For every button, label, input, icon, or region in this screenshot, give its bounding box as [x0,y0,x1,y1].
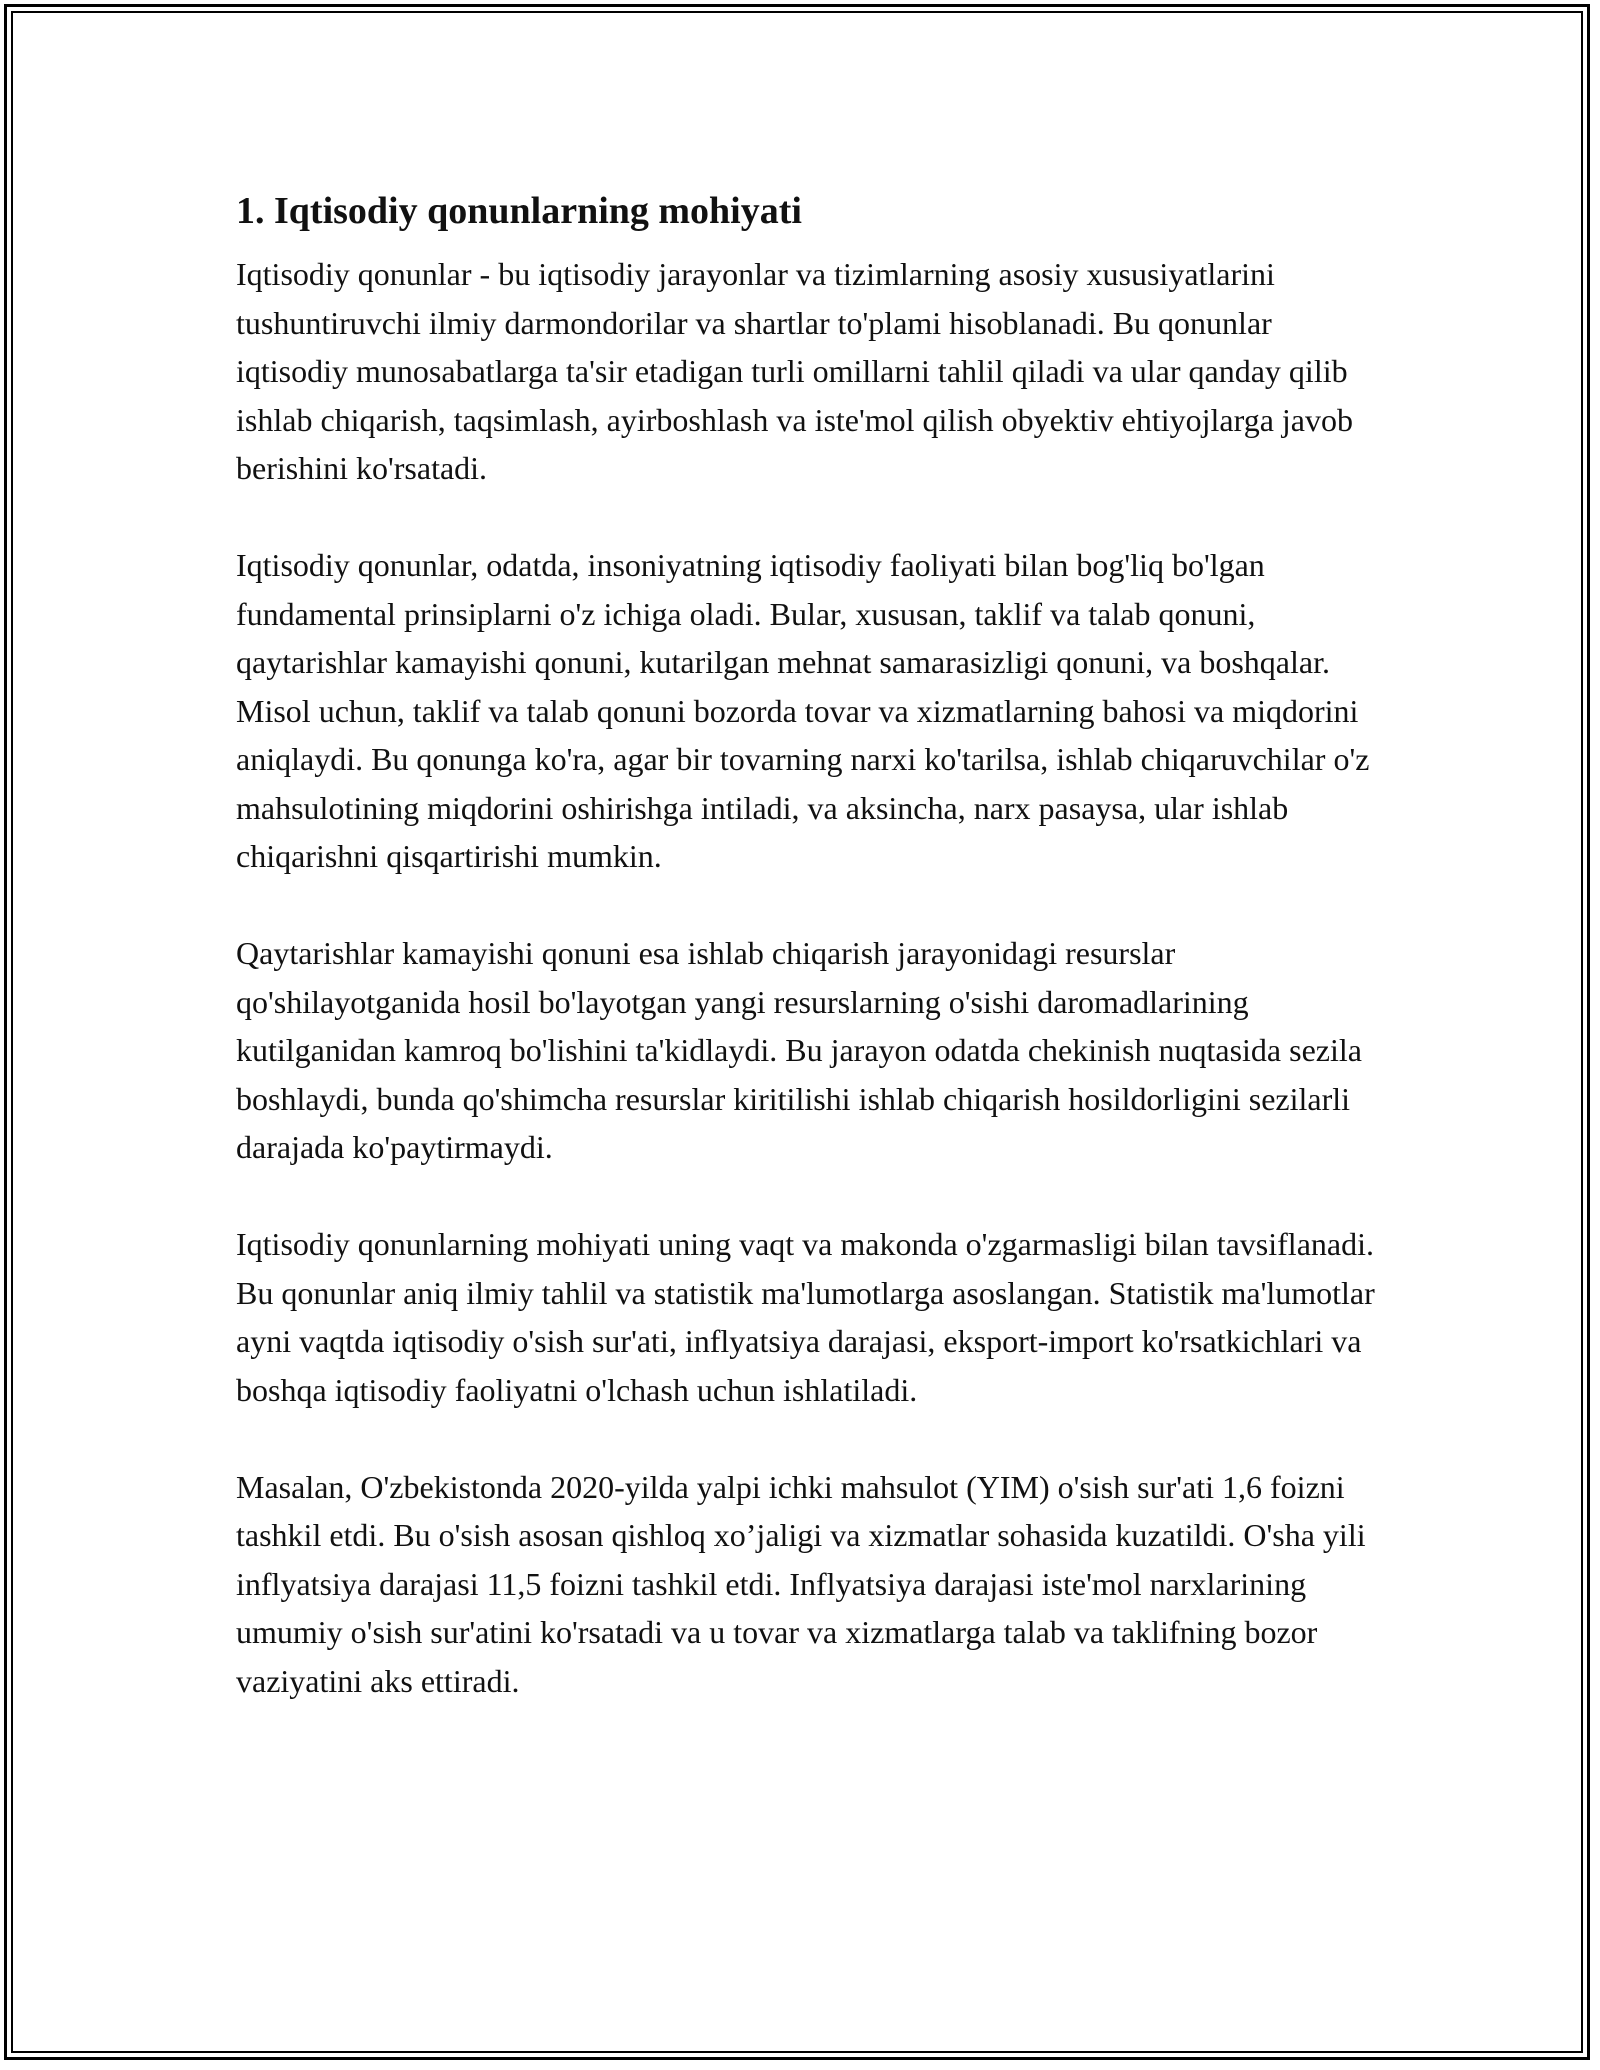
paragraph-2: Iqtisodiy qonunlar, odatda, insoniyatning iqtisodiy faoliyati bilan bog'liq bo'lgan fundamental prinsiplarni o'z ichiga oladi. Bular, xususan, taklif va talab qonuni, qaytarishlar kamayishi qonuni, kutarilgan mehnat samarasizligi qonuni, va boshqalar. Misol uchun, taklif va talab qonuni bozorda tovar va xizmatlarning bahosi va miqdorini aniqlaydi. Bu qonunga ko'ra, agar bir tovarning narxi ko'tarilsa, ishlab chiqaruvchilar o'z mahsulotining miqdorini oshirishga intiladi, va aksincha, narx pasaysa, ular ishlab chiqarishni qisqartirishi mumkin. [236,547,1370,874]
document-body [236,186,1376,1705]
section-heading: 1. Iqtisodiy qonunlarning mohiyati [236,190,802,232]
paragraph-3: Qaytarishlar kamayishi qonuni esa ishlab chiqarish jarayonidagi resurslar qo'shilayotganida hosil bo'layotgan yangi resurslarning o'sishi daromadlarining kutilganidan kamroq bo'lishini ta'kidlaydi. Bu jarayon odatda chekinish nuqtasida sezila boshlaydi, bunda qo'shimcha resurslar kiritilishi ishlab chiqarish hosildorligini sezilarli darajada ko'paytirmaydi. [236,935,1362,1165]
paragraph-4: Iqtisodiy qonunlarning mohiyati uning vaqt va makonda o'zgarmasligi bilan tavsiflanadi. Bu qonunlar aniq ilmiy tahlil va statistik ma'lumotlarga asoslangan. Statistik ma'lumotlar ayni vaqtda iqtisodiy o'sish sur'ati, inflyatsiya darajasi, eksport-import ko'rsatkichlari va boshqa iqtisodiy faoliyatni o'lchash uchun ishlatiladi. [236,1226,1375,1408]
paragraph-5: Masalan, O'zbekistonda 2020-yilda yalpi ichki mahsulot (YIM) o'sish sur'ati 1,6 foizni tashkil etdi. Bu o'sish asosan qishloq xo’jaligi va xizmatlar sohasida kuzatildi. O'sha yili inflyatsiya darajasi 11,5 foizni tashkil etdi. Inflyatsiya darajasi iste'mol narxlarining umumiy o'sish sur'atini ko'rsatadi va u tovar va xizmatlarga talab va taklifning bozor vaziyatini aks ettiradi. [236,1468,1366,1699]
paragraph-1: Iqtisodiy qonunlar - bu iqtisodiy jarayonlar va tizimlarning asosiy xususiyatlarini tushuntiruvchi ilmiy darmondorilar va shartlar to'plami hisoblanadi. Bu qonunlar iqtisodiy munosabatlarga ta'sir etadigan turli omillarni tahlil qiladi va ular qanday qilib ishlab chiqarish, taqsimlash, ayirboshlash va iste'mol qilish obyektiv ehtiyojlarga javob berishini ko'rsatadi. [236,256,1353,486]
